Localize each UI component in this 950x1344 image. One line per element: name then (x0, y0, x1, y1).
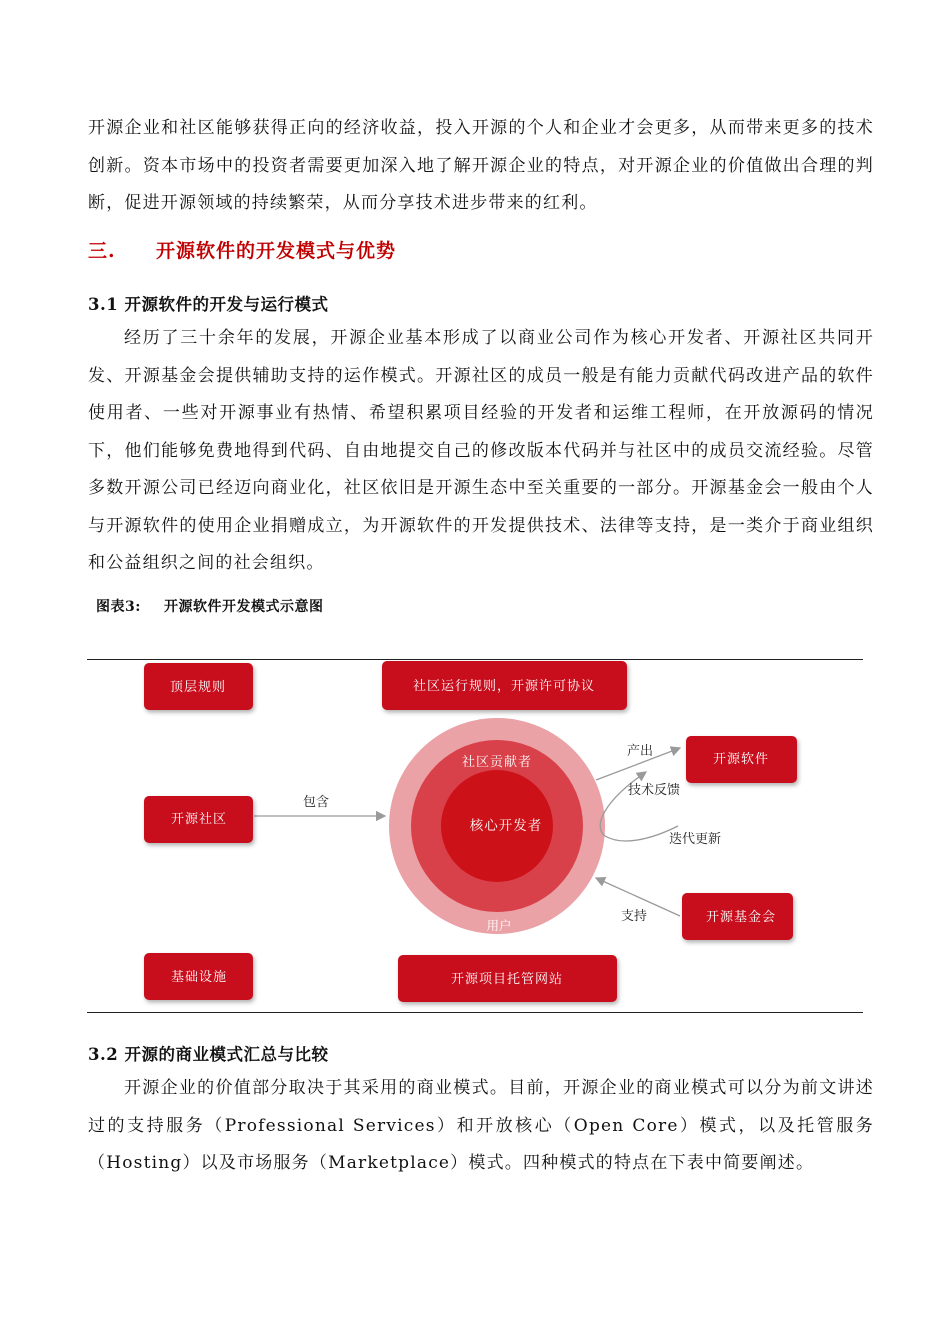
development-model-diagram (0, 650, 950, 1020)
core-label: 核心开发者 (469, 818, 543, 834)
feedback-label: 技术反馈 (627, 783, 681, 798)
section-3-1-heading: 3.1 开源软件的开发与运行模式 (88, 295, 329, 314)
iterate-label: 迭代更新 (668, 832, 722, 847)
section-3-number: 三. (88, 240, 116, 262)
top-rules-label: 顶层规则 (169, 680, 227, 695)
users-label: 用户 (486, 918, 512, 933)
foundation-label: 开源基金会 (705, 910, 777, 925)
open-community-label: 开源社区 (170, 812, 228, 827)
community-rules-label: 社区运行规则，开源许可协议 (412, 679, 596, 694)
figure-title: 开源软件开发模式示意图 (164, 599, 324, 615)
figure-label: 图表3: (96, 599, 141, 615)
contains-label: 包含 (302, 795, 330, 810)
figure-caption (96, 596, 324, 616)
produces-label: 产出 (626, 744, 654, 759)
section-3-1-paragraph: 经历了三十余年的发展，开源企业基本形成了以商业公司作为核心开发者、开源社区共同开发、开源基金会提供辅助支持的运作模式。开源社区的成员一般是有能力贡献代码改进产品的软件使用者、一些对开源事业有热情、希望积累项目经验的开发者和运维工程师，在开放源码的情况下，他们能够免费地得到代码、自由地提交自己的修改版本代码并与社区中的成员交流经验。尽管多数开源公司已经迈向商业化，社区依旧是开源生态中至关重要的一部分。开源基金会一般由个人与开源软件的使用企业捐赠成立，为开源软件的开发提供技术、法律等支持，是一类介于商业组织和公益组织之间的社会组织。 (88, 328, 874, 573)
section-3-heading (88, 236, 396, 263)
support-label: 支持 (620, 909, 648, 924)
open-software-label: 开源软件 (712, 752, 770, 767)
contributors-label: 社区贡献者 (461, 755, 533, 770)
section-3-title: 开源软件的开发模式与优势 (156, 240, 397, 262)
hosting-sites-label: 开源项目托管网站 (450, 972, 564, 987)
infrastructure-label: 基础设施 (170, 970, 228, 985)
intro-paragraph: 开源企业和社区能够获得正向的经济收益，投入开源的个人和企业才会更多，从而带来更多的技术创新。资本市场中的投资者需要更加深入地了解开源企业的特点，对开源企业的价值做出合理的判断，促进开源领域的持续繁荣，从而分享技术进步带来的红利。 (88, 118, 874, 213)
section-3-2-paragraph: 开源企业的价值部分取决于其采用的商业模式。目前，开源企业的商业模式可以分为前文讲述过的支持服务（Professional Services）和开放核心（Open Core）模式，以及托管服务（Hosting）以及市场服务（Marketplace）模式。四种模式的特点在下表中简要阐述。 (88, 1078, 874, 1173)
figure-bottom-rule (87, 1012, 863, 1013)
section-3-2-heading: 3.2 开源的商业模式汇总与比较 (88, 1045, 329, 1064)
